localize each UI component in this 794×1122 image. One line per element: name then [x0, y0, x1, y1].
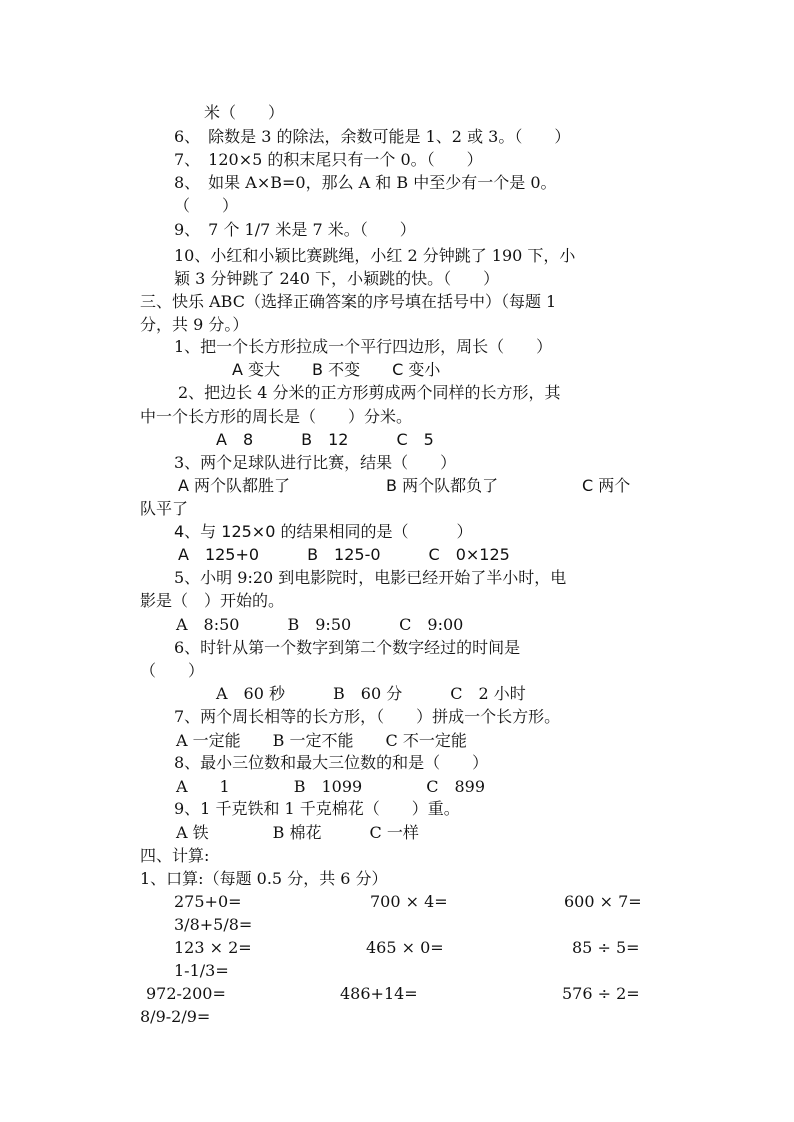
mc-question-2-line2: 中一个长方形的周长是（ ）分米。 — [140, 407, 413, 426]
mc-question-5-options: A 8:50 B 9:50 C 9:00 — [176, 615, 464, 634]
mc-question-1-options: A 变大 B 不变 C 变小 — [232, 360, 441, 379]
section-4-subheading: 1、口算:（每题 0.5 分，共 6 分） — [140, 869, 388, 888]
calc-item: 486+14= — [340, 984, 418, 1003]
mc-question-3-option-c-cont: 队平了 — [140, 499, 189, 518]
calc-item: 700 × 4= — [370, 892, 448, 911]
tf-question-8: 8、 如果 A×B=0，那么 A 和 B 中至少有一个是 0。 — [174, 173, 557, 192]
mc-question-7-options: A 一定能 B 一定不能 C 不一定能 — [176, 731, 467, 750]
calc-item: 85 ÷ 5= — [572, 938, 640, 957]
mc-question-2-line1: 2、把边长 4 分米的正方形剪成两个同样的长方形，其 — [178, 383, 561, 402]
q5-continuation: 米（ ） — [204, 103, 285, 122]
section-3-heading-cont: 分，共 9 分。） — [140, 315, 249, 334]
mc-question-6-line2: （ ） — [140, 661, 205, 680]
tf-question-10-line2: 颖 3 分钟跳了 240 下，小颖跳的快。（ ） — [174, 269, 500, 288]
calc-item: 275+0= — [174, 892, 242, 911]
mc-question-6-line1: 6、时针从第一个数字到第二个数字经过的时间是 — [174, 638, 521, 657]
mc-question-3-option-a: A 两个队都胜了 — [178, 476, 291, 495]
section-4-heading: 四、计算: — [140, 846, 210, 865]
mc-question-3-option-c: C 两个 — [582, 476, 631, 495]
tf-question-9: 9、 7 个 1/7 米是 7 米。（ ） — [174, 220, 416, 239]
mc-question-4-options: A 125+0 B 125-0 C 0×125 — [178, 545, 510, 564]
calc-item: 123 × 2= — [174, 938, 252, 957]
mc-question-6-options: A 60 秒 B 60 分 C 2 小时 — [216, 684, 526, 703]
mc-question-2-options: A 8 B 12 C 5 — [216, 430, 434, 449]
calc-item: 465 × 0= — [366, 938, 444, 957]
mc-question-7: 7、两个周长相等的长方形，（ ）拼成一个长方形。 — [174, 707, 561, 726]
mc-question-5-line2: 影是（ ）开始的。 — [140, 591, 285, 610]
mc-question-3-option-b: B 两个队都负了 — [386, 476, 499, 495]
calc-item: 3/8+5/8= — [174, 915, 253, 934]
tf-question-6: 6、 除数是 3 的除法，余数可能是 1、2 或 3。（ ） — [174, 127, 571, 146]
calc-item: 600 × 7= — [564, 892, 642, 911]
tf-question-7: 7、 120×5 的积末尾只有一个 0。（ ） — [174, 150, 483, 169]
mc-question-4: 4、与 125×0 的结果相同的是（ ） — [174, 522, 473, 541]
calc-item: 972-200= — [146, 984, 226, 1003]
mc-question-9: 9、1 千克铁和 1 千克棉花（ ）重。 — [174, 799, 460, 818]
mc-question-3: 3、两个足球队进行比赛，结果（ ） — [174, 453, 457, 472]
tf-question-8-paren: （ ） — [174, 196, 239, 215]
mc-question-8: 8、最小三位数和最大三位数的和是（ ） — [174, 753, 489, 772]
mc-question-8-options: A 1 B 1099 C 899 — [176, 777, 485, 796]
calc-item: 1-1/3= — [174, 961, 229, 980]
calc-item: 8/9-2/9= — [140, 1007, 211, 1026]
mc-question-5-line1: 5、小明 9:20 到电影院时，电影已经开始了半小时，电 — [174, 568, 567, 587]
section-3-heading: 三、快乐 ABC（选择正确答案的序号填在括号中）（每题 1 — [140, 292, 557, 311]
mc-question-1: 1、把一个长方形拉成一个平行四边形，周长（ ） — [174, 337, 553, 356]
calc-item: 576 ÷ 2= — [562, 984, 640, 1003]
mc-question-9-options: A 铁 B 棉花 C 一样 — [176, 823, 419, 842]
tf-question-10-line1: 10、小红和小颖比赛跳绳，小红 2 分钟跳了 190 下，小 — [174, 246, 576, 265]
